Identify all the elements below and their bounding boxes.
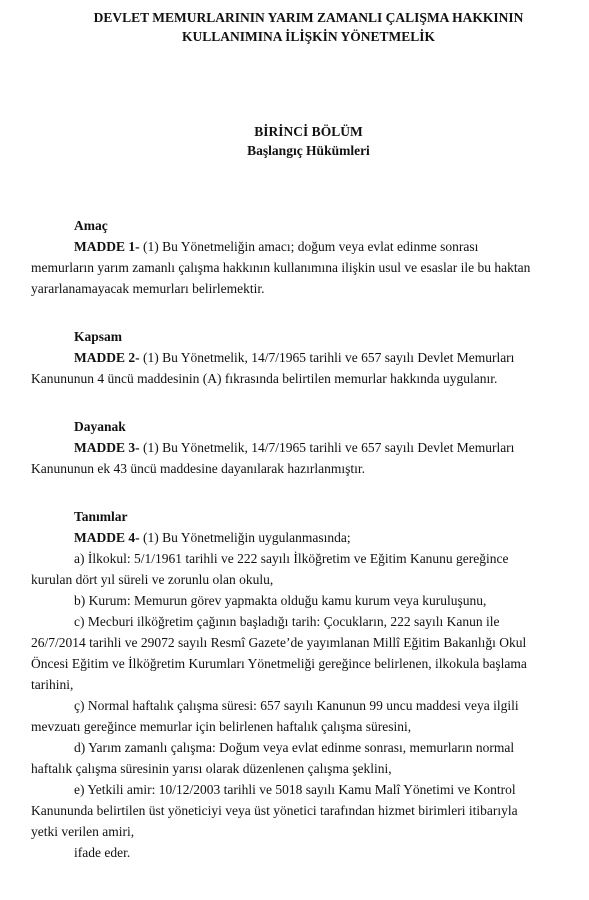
document-title (60, 8, 557, 46)
definition-line: kurulan dört yıl süreli ve zorunlu olan okulu, (31, 572, 274, 587)
closing-line: ifade eder. (74, 845, 131, 860)
definition-line: b) Kurum: Memurun görev yapmakta olduğu kamu kurum veya kuruluşunu, (74, 593, 487, 608)
paragraph-line: yararlanamayacak memurları belirlemektir. (31, 281, 265, 296)
definition-line: 26/7/2014 tarihli ve 29072 sayılı Resmî Gazete’de yayımlanan Millî Eğitim Bakanlığı Okul (31, 635, 527, 650)
paragraph-line (74, 347, 557, 368)
paragraph-line: memurların yarım zamanlı çalışma hakkının kullanımına ilişkin usul ve esaslar ile bu haktan (31, 260, 531, 275)
section-heading: Tanımlar (74, 509, 128, 524)
article-number: MADDE 1- (74, 239, 140, 254)
definition-line: d) Yarım zamanlı çalışma: Doğum veya evlat edinme sonrası, memurların normal (74, 740, 515, 755)
definition-line: Öncesi Eğitim ve İlköğretim Kurumları Yönetmeliği gereğince belirlenen, ilkokula başlama (31, 656, 527, 671)
paragraph-line (74, 527, 557, 548)
article-number: MADDE 4- (74, 530, 140, 545)
title-line-1: DEVLET MEMURLARININ YARIM ZAMANLI ÇALIŞMA HAKKININ (93, 10, 524, 25)
definition-line: haftalık çalışma süresinin yarısı olarak düzenlenen çalışma şeklini, (31, 761, 392, 776)
paragraph-text: (1) Bu Yönetmelik, 14/7/1965 tarihli ve 657 sayılı Devlet Memurları (139, 440, 515, 455)
chapter-heading (60, 122, 557, 160)
definition-line: ç) Normal haftalık çalışma süresi: 657 sayılı Kanunun 99 uncu maddesi veya ilgili (74, 698, 519, 713)
section-heading: Kapsam (74, 329, 123, 344)
definition-line: a) İlkokul: 5/1/1961 tarihli ve 222 sayılı İlköğretim ve Eğitim Kanunu gereğince (74, 551, 509, 566)
article-number: MADDE 3- (74, 440, 140, 455)
definition-line: c) Mecburi ilköğretim çağının başladığı tarih: Çocukların, 222 sayılı Kanun ile (74, 614, 500, 629)
section-amac (31, 216, 557, 299)
section-heading: Dayanak (74, 419, 126, 434)
definition-line: Kanununda belirtilen üst yöneticiyi veya üst yönetici tarafından hizmet birimleri itibarıyla (31, 803, 518, 818)
paragraph-line: Kanununun ek 43 üncü maddesine dayanılarak hazırlanmıştır. (31, 461, 366, 476)
paragraph-text: (1) Bu Yönetmeliğin amacı; doğum veya evlat edinme sonrası (139, 239, 479, 254)
paragraph-line: Kanununun 4 üncü maddesinin (A) fıkrasında belirtilen memurlar hakkında uygulanır. (31, 371, 498, 386)
paragraph-text: (1) Bu Yönetmeliğin uygulanmasında; (139, 530, 351, 545)
section-tanimlar (31, 507, 557, 863)
paragraph-line (74, 236, 557, 257)
paragraph-line (74, 437, 557, 458)
article-number: MADDE 2- (74, 350, 140, 365)
section-kapsam (31, 327, 557, 389)
section-dayanak (31, 417, 557, 479)
definition-line: e) Yetkili amir: 10/12/2003 tarihli ve 5018 sayılı Kamu Malî Yönetimi ve Kontrol (74, 782, 516, 797)
title-line-2: KULLANIMINA İLİŞKİN YÖNETMELİK (181, 29, 436, 44)
chapter-line-2: Başlangıç Hükümleri (247, 143, 370, 158)
chapter-line-1: BİRİNCİ BÖLÜM (254, 124, 363, 139)
paragraph-text: (1) Bu Yönetmelik, 14/7/1965 tarihli ve 657 sayılı Devlet Memurları (139, 350, 515, 365)
definition-line: yetki verilen amiri, (31, 824, 135, 839)
definition-line: mevzuatı gereğince memurlar için belirlenen haftalık çalışma süresini, (31, 719, 412, 734)
section-heading: Amaç (74, 218, 108, 233)
definition-line: tarihini, (31, 677, 74, 692)
